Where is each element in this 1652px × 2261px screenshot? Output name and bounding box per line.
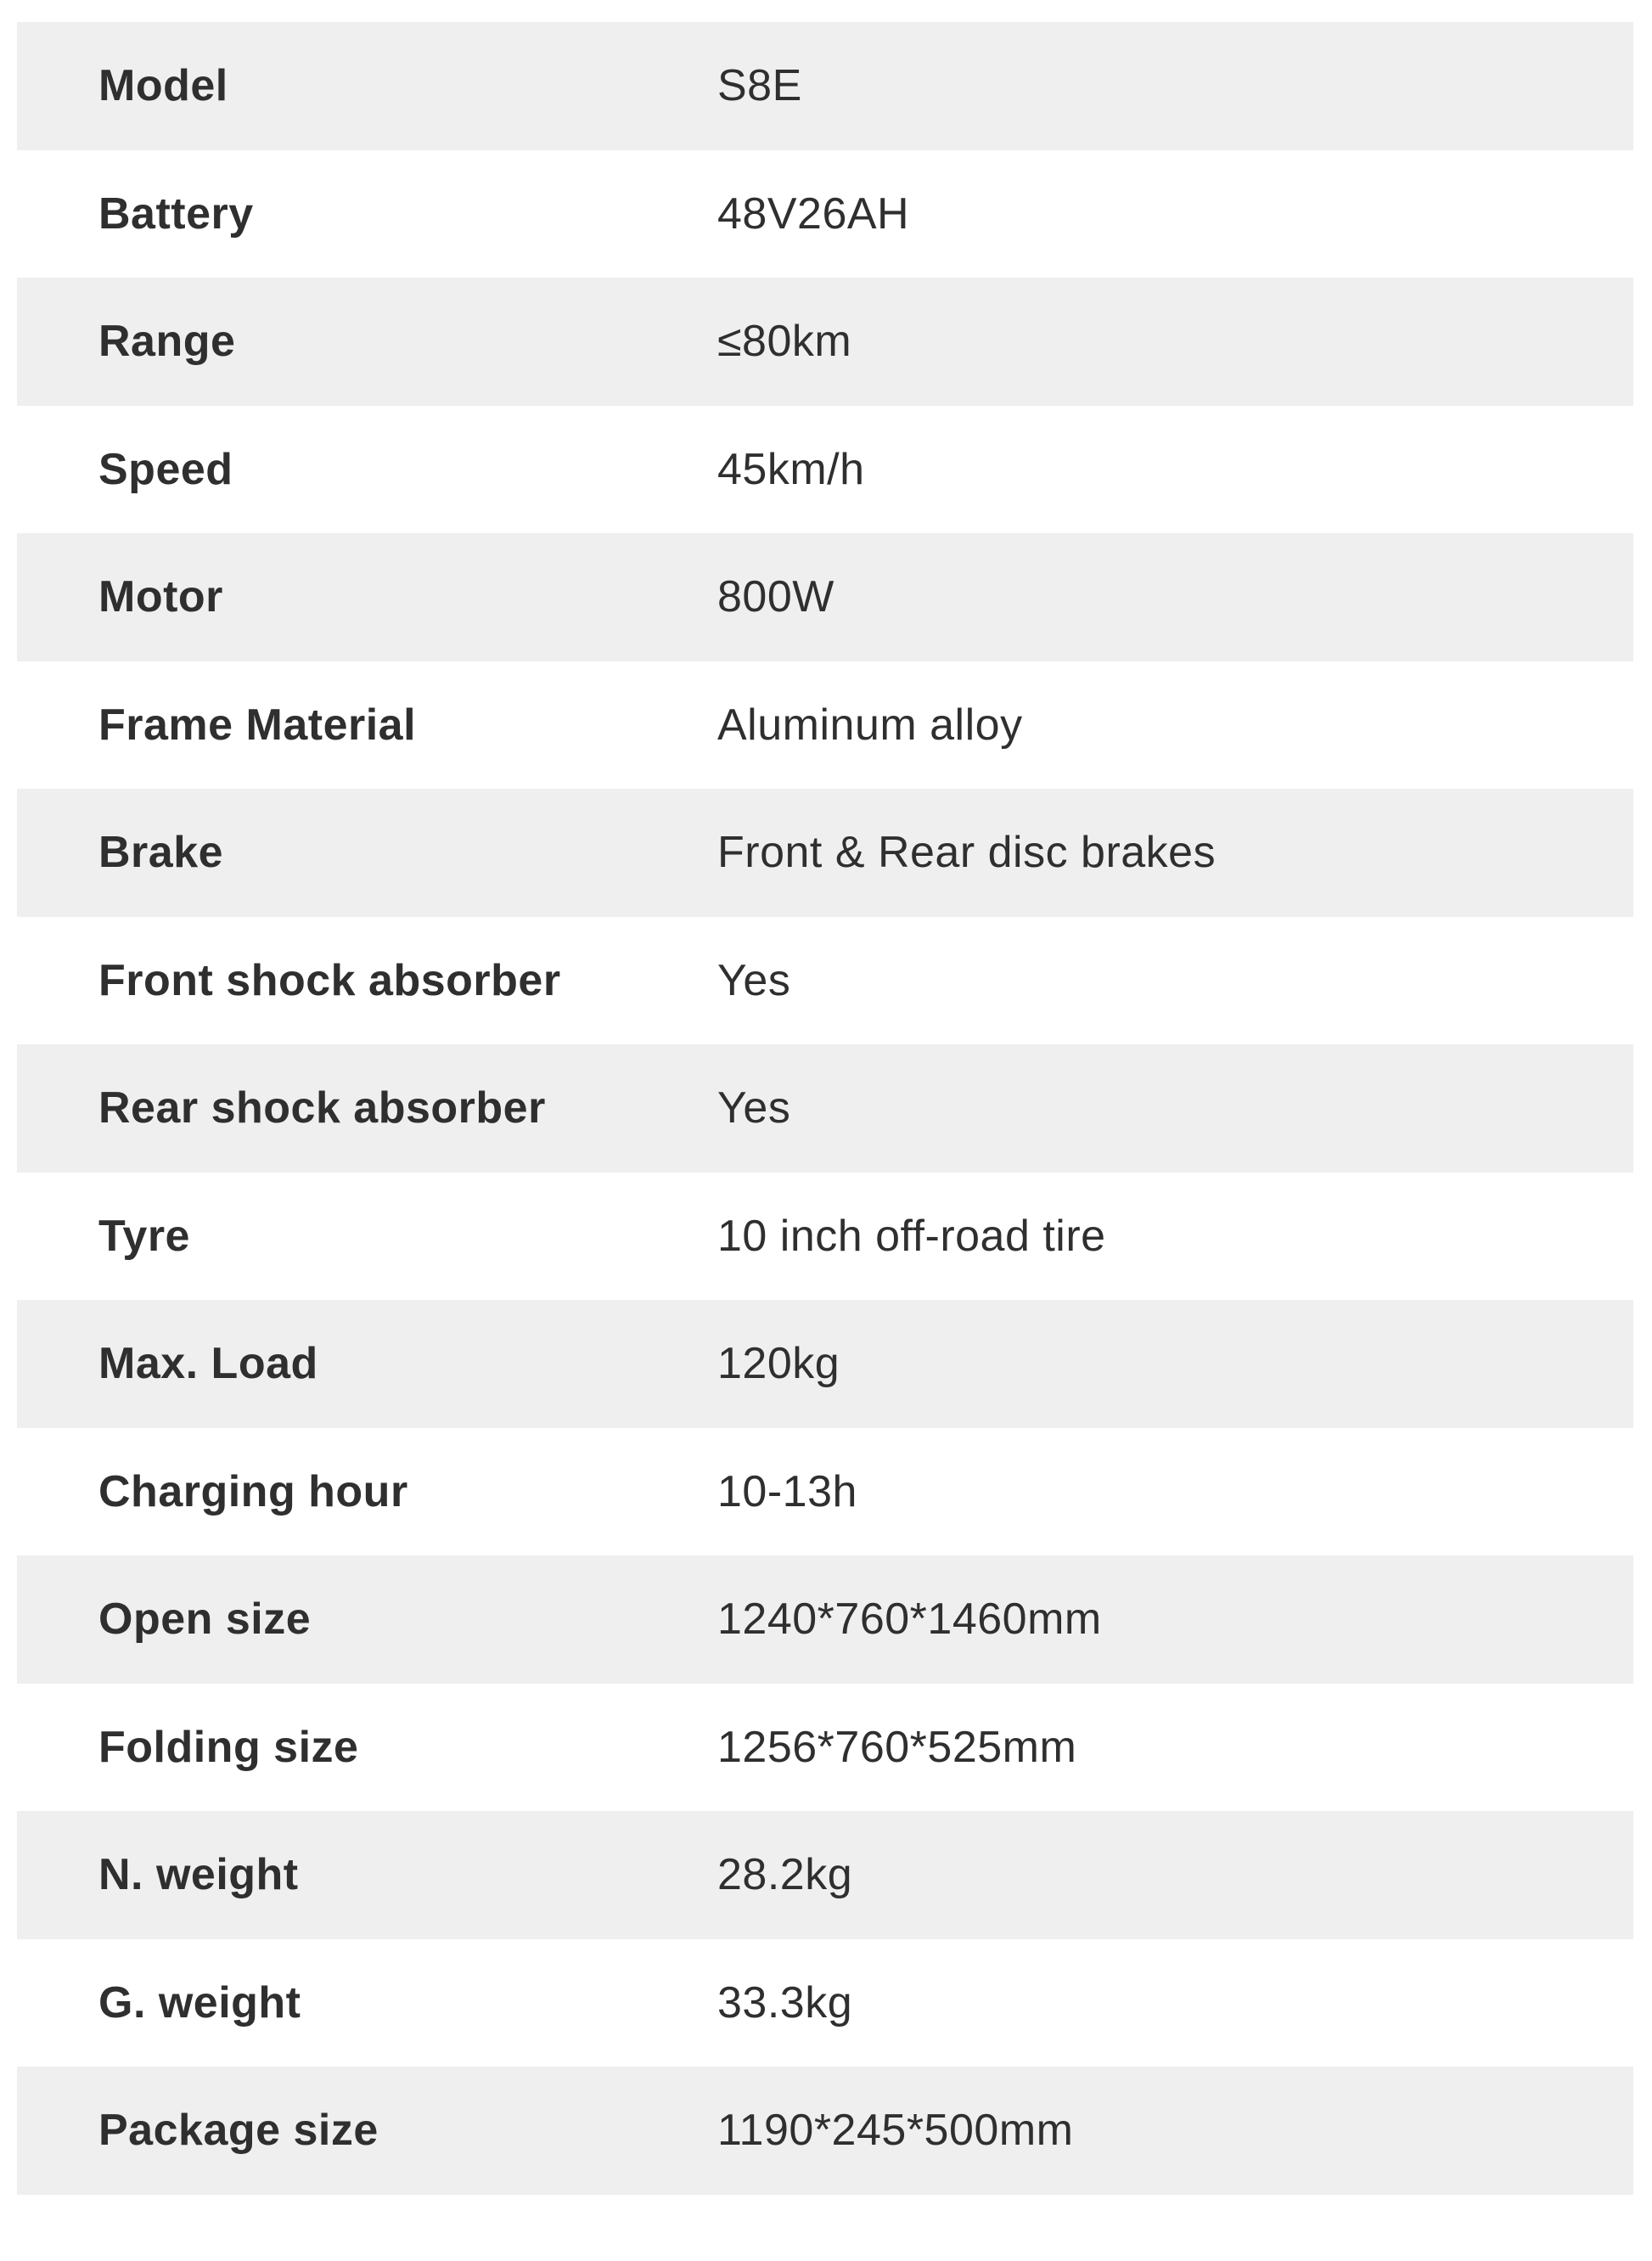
spec-label: Speed bbox=[98, 444, 233, 494]
spec-row-frame-material bbox=[17, 661, 1633, 790]
spec-row-front-shock-absorber bbox=[17, 917, 1633, 1045]
spec-label: Front shock absorber bbox=[98, 955, 561, 1005]
spec-label: Brake bbox=[98, 828, 224, 878]
spec-row-rear-shock-absorber bbox=[17, 1044, 1633, 1173]
spec-row-tyre bbox=[17, 1173, 1633, 1301]
spec-value: 1190*245*500mm bbox=[717, 2106, 1074, 2156]
spec-value: Yes bbox=[717, 955, 791, 1005]
spec-row-battery bbox=[17, 150, 1633, 278]
spec-label: Folding size bbox=[98, 1722, 359, 1772]
spec-value: 800W bbox=[717, 572, 834, 622]
specification-table bbox=[17, 22, 1633, 2195]
spec-row-g-weight bbox=[17, 1939, 1633, 2067]
spec-value: 1240*760*1460mm bbox=[717, 1595, 1102, 1645]
spec-value: 10-13h bbox=[717, 1466, 857, 1516]
spec-label: Range bbox=[98, 317, 236, 367]
spec-value: ≤80km bbox=[717, 317, 852, 367]
spec-label: Model bbox=[98, 61, 228, 111]
spec-label: N. weight bbox=[98, 1850, 299, 1900]
spec-value: 33.3kg bbox=[717, 1977, 853, 2028]
spec-row-speed bbox=[17, 406, 1633, 534]
spec-row-folding-size bbox=[17, 1684, 1633, 1812]
spec-label: Battery bbox=[98, 188, 254, 239]
spec-row-brake bbox=[17, 789, 1633, 917]
spec-label: Motor bbox=[98, 572, 223, 622]
spec-value: Aluminum alloy bbox=[717, 700, 1023, 750]
spec-value: 10 inch off-road tire bbox=[717, 1211, 1106, 1261]
spec-value: Front & Rear disc brakes bbox=[717, 828, 1217, 878]
spec-value: S8E bbox=[717, 61, 802, 111]
spec-label: Frame Material bbox=[98, 700, 417, 750]
spec-label: Open size bbox=[98, 1595, 312, 1645]
spec-label: Max. Load bbox=[98, 1339, 318, 1389]
spec-value: 1256*760*525mm bbox=[717, 1722, 1077, 1772]
spec-row-open-size bbox=[17, 1555, 1633, 1684]
spec-label: Tyre bbox=[98, 1211, 190, 1261]
spec-row-package-size bbox=[17, 2067, 1633, 2195]
spec-row-max-load bbox=[17, 1300, 1633, 1428]
spec-row-model bbox=[17, 22, 1633, 150]
spec-value: 120kg bbox=[717, 1339, 840, 1389]
spec-value: 28.2kg bbox=[717, 1850, 853, 1900]
spec-row-motor bbox=[17, 533, 1633, 661]
spec-row-range bbox=[17, 278, 1633, 406]
spec-label: Package size bbox=[98, 2106, 379, 2156]
spec-row-n-weight bbox=[17, 1811, 1633, 1939]
spec-label: Charging hour bbox=[98, 1466, 408, 1516]
spec-value: 45km/h bbox=[717, 444, 865, 494]
spec-value: 48V26AH bbox=[717, 188, 910, 239]
spec-value: Yes bbox=[717, 1083, 791, 1133]
spec-label: Rear shock absorber bbox=[98, 1083, 546, 1133]
spec-row-charging-hour bbox=[17, 1428, 1633, 1556]
spec-label: G. weight bbox=[98, 1977, 301, 2028]
